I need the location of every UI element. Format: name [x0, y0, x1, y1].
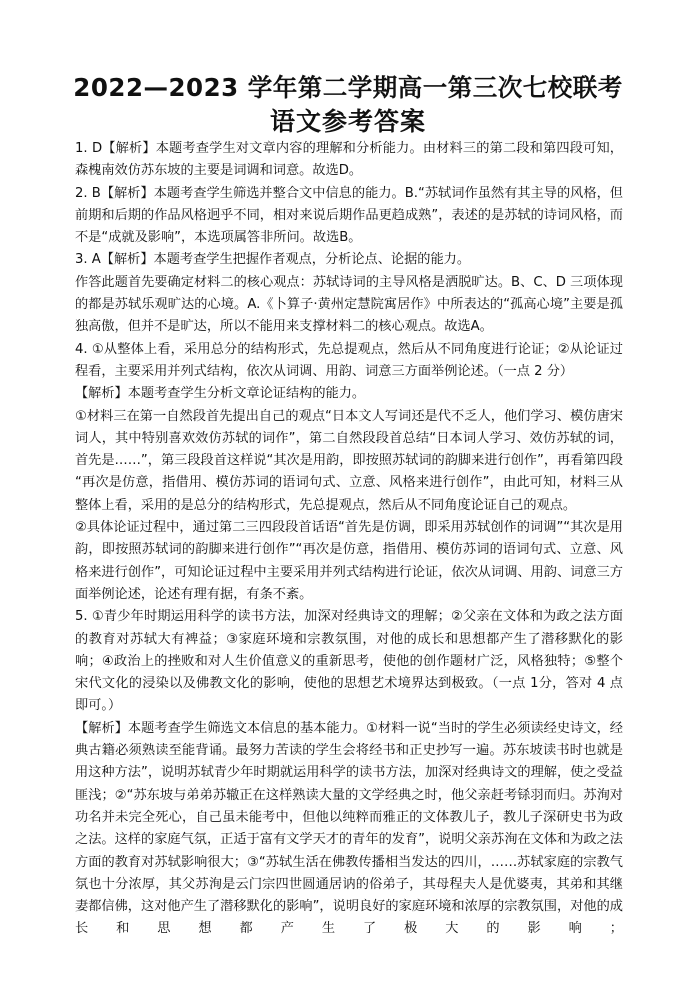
answer-1: 1. D【解析】本题考查学生对文章内容的理解和分析能力。由材料三的第二段和第四段可知，森槐南效仿苏东坡的主要是词调和词意。故选D。 [75, 141, 623, 179]
answer-5: 5. ①青少年时期运用科学的读书方法，加深对经典诗文的理解；②父亲在文体和为政之法方面的教育对苏轼大有裨益；③家庭环境和宗教氛围，对他的成长和思想都产生了潜移默化的影响；④政治上的挫败和对人生价值意义的重新思考，使他的创作题材广泛，风格独特；⑤整个宋代文化的浸染以及佛教文化的影响，使他的思想艺术境界达到极致。（一点 1分，答对 4 点即可。） [75, 609, 623, 714]
answer-4-point-1: ①材料三在第一自然段首先提出自己的观点“日本文人写词还是代不乏人，他们学习、模仿唐宋词人，其中特别喜欢效仿苏轼的词作”，第二自然段段首总结“日本词人学习、效仿苏轼的词，首先是……”，第三段段首这样说“其次是用韵，即按照苏轼词的韵脚来进行创作”，再看第四段 “再次是仿意，指借用、模仿苏词的语词句式、立意、风格来进行创作”，由此可知，材料三从整体上看，采用的是总分的结构形式，先总提观点，然后从不同角度论证自己的观点。 [75, 408, 623, 513]
answer-5-analysis: 【解析】本题考查学生筛选文本信息的基本能力。①材料一说“当时的学生必须读经史诗文，经典古籍必须熟读至能背诵。最努力苦读的学生会将经书和正史抄写一遍。苏东坡读书时也就是用这种方法”，说明苏轼青少年时期就运用科学的读书方法，加深对经典诗文的理解，使之受益匪浅；②“苏东坡与弟弟苏辙正在这样熟读大量的文学经典之时，他父亲赶考铩羽而归。苏洵对功名并未完全死心，自己虽未能考中，但他以纯粹而雅正的文体教儿子，教儿子深研史书为政之法。这样的家庭气氛，正适于富有文学天才的青年的发育”，说明父亲苏洵在文体和为政之法方面的教育对苏轼影响很大；③“苏轼生活在佛教传播相当发达的四川，……苏轼家庭的宗教气氛也十分浓厚，其父苏洵是云门宗四世圆通居讷的俗弟子，其母程夫人是优婆夷，其弟和其继妻都信佛，这对他产生了潜移默化的影响”，说明良好的家庭环境和浓厚的宗教氛围，对他的成长和思想都产生了极大的影响； [75, 720, 623, 937]
document-subtitle: 语文参考答案 [269, 107, 426, 136]
answer-3-detail: 作答此题首先要确定材料二的核心观点：苏轼诗词的主导风格是洒脱旷达。B、C、D 三项体现的都是苏轼乐观旷达的心境。A.《卜算子·黄州定慧院寓居作》中所表达的“孤高心境”主要是孤独高傲，但并不是旷达，所以不能用来支撑材料二的核心观点。故选A。 [75, 274, 623, 335]
answer-4-point-2: ②具体论证过程中，通过第二三四段段首话语“首先是仿调，即采用苏轼创作的词调”“其次是用韵，即按照苏轼词的韵脚来进行创作”“再次是仿意，指借用、模仿苏词的语词句式、立意、风格来进行创作”，可知论证过程中主要采用并列式结构进行论证，依次从词调、用韵、词意三方面举例论述，论述有理有据，有条不紊。 [75, 520, 623, 602]
exam-title: 2022—2023 学年第二学期高一第三次七校联考 [73, 73, 623, 102]
answer-4: 4. ①从整体上看，采用总分的结构形式，先总提观点，然后从不同角度进行论证；②从论证过程看，主要采用并列式结构，依次从词调、用韵、词意三方面举例论述。（一点 2 分） [75, 341, 623, 379]
answer-4-analysis: 【解析】本题考查学生分析文章论证结构的能力。 [75, 386, 366, 402]
answer-body [75, 138, 623, 941]
answer-2: 2. B【解析】本题考查学生筛选并整合文中信息的能力。B.“苏轼词作虽然有其主导的风格，但前期和后期的作品风格迥乎不同，相对来说后期作品更趋成熟”，表述的是苏轼的诗词风格，而不是“成就及影响”，本选项属答非所问。故选B。 [75, 185, 623, 246]
answer-3: 3. A【解析】本题考查学生把握作者观点，分析论点、论据的能力。 [75, 252, 471, 268]
